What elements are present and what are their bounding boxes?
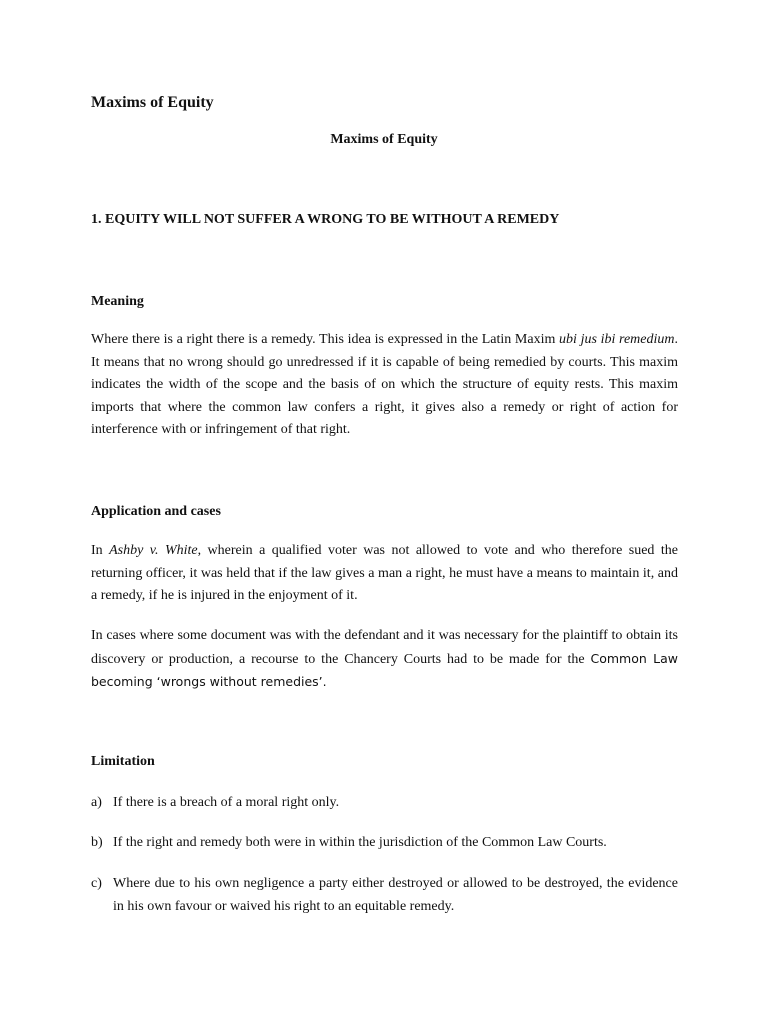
list-marker: c) — [91, 876, 102, 891]
limitation-item-c — [91, 872, 678, 918]
application-paragraph-2 — [91, 625, 678, 695]
list-item-text: If there is a breach of a moral right only. — [113, 795, 340, 810]
document-title: Maxims of Equity — [91, 94, 214, 111]
application-paragraph-1 — [91, 540, 678, 608]
application-p2-tail: Common Law becoming ‘wrongs without remedies’. — [91, 650, 678, 689]
latin-maxim: ubi jus ibi remedium — [559, 332, 675, 347]
list-item-text: If the right and remedy both were in within the jurisdiction of the Common Law Courts. — [113, 835, 607, 850]
application-text-end: , wherein a qualified voter was not allowed to vote and who therefore sued the returning officer, it was held that if the law gives a man a right, he must have a means to maintain it, and a remedy, if he is injured in the enjoyment of it. — [91, 543, 678, 603]
list-marker: a) — [91, 795, 102, 810]
maxim-heading: 1. EQUITY WILL NOT SUFFER A WRONG TO BE WITHOUT A REMEDY — [91, 212, 560, 227]
limitation-heading: Limitation — [91, 754, 155, 769]
meaning-text-end: . It means that no wrong should go unredressed if it is capable of being remedied by courts. This maxim indicates the width of the scope and the basis of on which the structure of equity rests. This maxim imports that where the common law confers a right, it gives also a remedy or right of action for interference with or infringement of that right. — [91, 332, 678, 437]
application-heading: Application and cases — [91, 504, 221, 519]
meaning-text-start: Where there is a right there is a remedy. This idea is expressed in the Latin Maxim — [91, 332, 560, 347]
list-marker: b) — [91, 835, 103, 850]
meaning-heading: Meaning — [91, 294, 144, 309]
list-item-text: Where due to his own negligence a party either destroyed or allowed to be destroyed, the evidence in his own favour or waived his right to an equitable remedy. — [113, 876, 678, 914]
application-p2-main: In cases where some document was with the defendant and it was necessary for the plaintiff to obtain its discovery or production, a recourse to the Chancery Courts had to be made for the — [91, 628, 678, 667]
case-name: Ashby v. White — [109, 543, 198, 558]
document-subtitle: Maxims of Equity — [330, 132, 438, 147]
application-text-start: In — [91, 543, 110, 558]
limitation-item-a — [91, 791, 678, 814]
limitation-item-b — [91, 831, 678, 854]
meaning-paragraph — [91, 329, 678, 442]
